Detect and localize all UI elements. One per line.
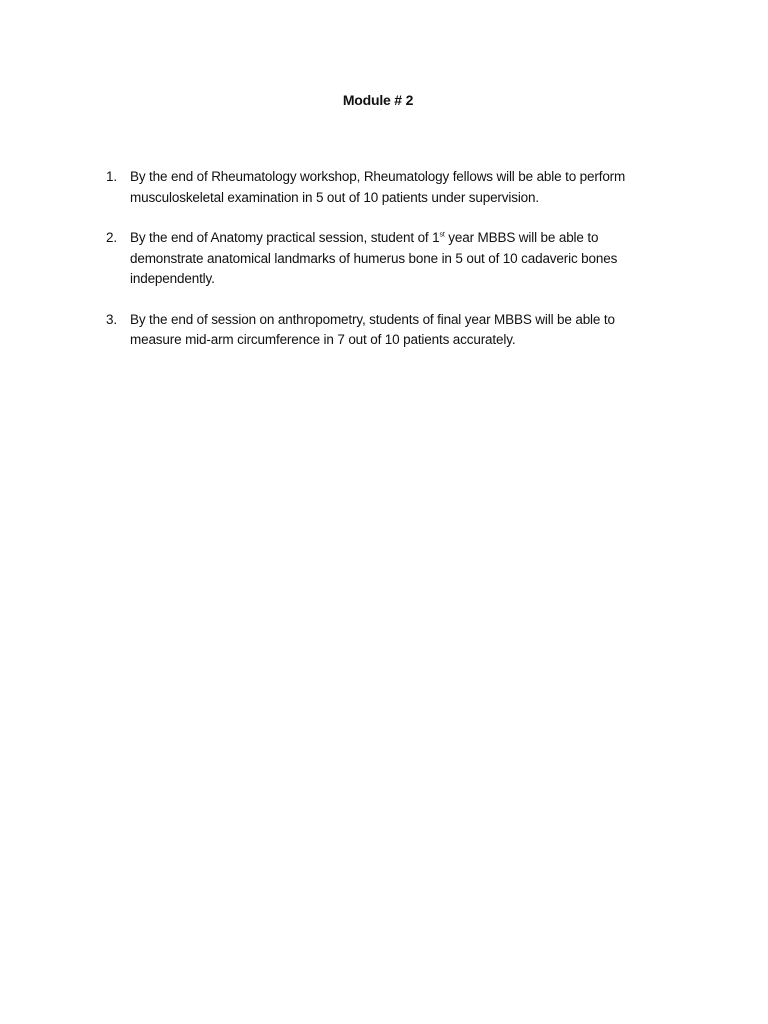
list-item	[106, 167, 666, 208]
objectives-list	[106, 167, 666, 371]
list-item-text: By the end of session on anthropometry, students of final year MBBS will be able to measure mid-arm circumference in 7 out of 10 patients accurately.	[130, 311, 615, 347]
ordinal-superscript: st	[439, 231, 445, 239]
list-item-number: 1.	[106, 169, 117, 184]
list-item	[106, 310, 666, 351]
list-item-text-start: By the end of Anatomy practical session, student of 1	[130, 230, 440, 245]
list-item-number: 2.	[106, 230, 117, 245]
list-item-number: 3.	[106, 311, 117, 327]
page-title: Module # 2	[342, 92, 414, 108]
list-item-text-end: year MBBS will be able to demonstrate anatomical landmarks of humerus bone in 5 out of 10 cadaveric bones independently.	[130, 230, 618, 286]
list-item	[106, 228, 666, 290]
list-item-text: By the end of Rheumatology workshop, Rheumatology fellows will be able to perform musculoskeletal examination in 5 out of 10 patients under supervision.	[130, 169, 626, 205]
list-item-text	[130, 230, 617, 286]
